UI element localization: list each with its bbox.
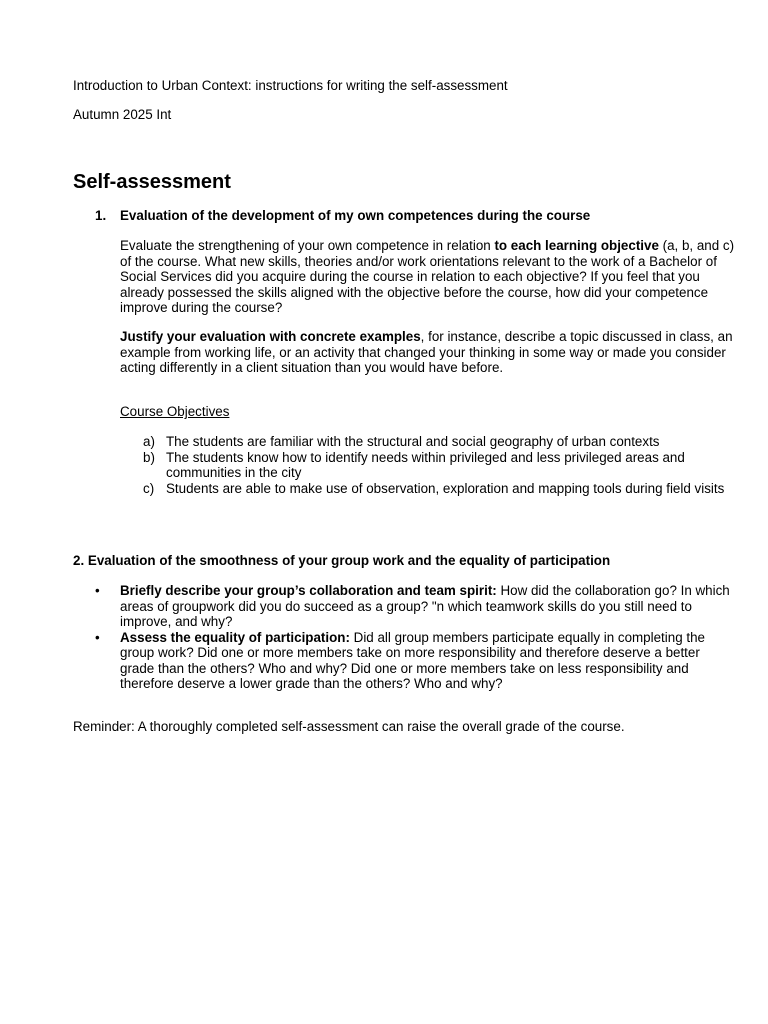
bullet-icon: •	[95, 583, 100, 598]
objective-marker: b)	[143, 449, 155, 465]
reminder-note: Reminder: A thoroughly completed self-assessment can raise the overall grade of the course.	[73, 719, 625, 734]
objective-marker: c)	[143, 480, 155, 496]
p1-text-end: (a, b, and c) of the course. What new skills, theories and/or work orientations relevant to the work of a Bachelor of Social Services did you acquire during the course in relation to each objective? If you feel that you already possessed the skills aligned with the objective before the course, how did your competence improve during the course?	[120, 238, 735, 315]
p2-text: , for instance, describe a topic discussed in class, an example from working life, or an activity that changed your thinking in some way or made you consider acting differently in a client situation than you would have before.	[120, 329, 733, 375]
course-objectives-title: Course Objectives	[120, 404, 230, 419]
objective-item	[143, 450, 735, 481]
self-assessment-heading: Self-assessment	[73, 171, 231, 193]
section-2-heading: 2. Evaluation of the smoothness of your group work and the equality of participation	[73, 553, 611, 568]
section-1-number: 1.	[95, 208, 107, 223]
objective-text: The students are familiar with the structural and social geography of urban contexts	[166, 434, 660, 449]
bullet-icon: •	[95, 629, 100, 645]
document-title: Introduction to Urban Context: instructions for writing the self-assessment	[73, 78, 508, 93]
p2-emphasis: Justify your evaluation with concrete examples	[120, 329, 421, 344]
section-1-paragraph-1	[120, 238, 735, 316]
p1-emphasis: to each learning objective	[494, 238, 659, 253]
course-objectives-list	[143, 434, 735, 496]
bullet-item	[95, 630, 735, 692]
section-2-bullet-list	[95, 583, 735, 692]
bullet-item	[95, 583, 735, 630]
bullet-text: Did all group members participate equally in completing the group work? Did one or more members take on more responsibility and therefore deserve a better grade than the others? Who and why? Did one or more members take on less responsibility and therefore deserve a lower grade than the others? Who and why?	[120, 629, 705, 691]
bullet-text: How did the collaboration go? In which areas of groupwork did you do succeed as a group? "n which teamwork skills do you still need to improve, and why?	[120, 583, 730, 629]
section-1-paragraph-2	[120, 329, 735, 376]
section-1-title: Evaluation of the development of my own competences during the course	[120, 208, 591, 223]
objective-item	[143, 481, 735, 497]
objective-text: Students are able to make use of observation, exploration and mapping tools during field visits	[166, 480, 725, 496]
objective-marker: a)	[143, 434, 155, 449]
objective-item	[143, 434, 735, 450]
objective-text: The students know how to identify needs within privileged and less privileged areas and communities in the city	[166, 449, 685, 480]
p1-text-start: Evaluate the strengthening of your own competence in relation	[120, 238, 495, 253]
term-label: Autumn 2025 Int	[73, 107, 172, 122]
bullet-emphasis: Briefly describe your group’s collaboration and team spirit:	[120, 583, 497, 598]
bullet-emphasis: Assess the equality of participation:	[120, 629, 350, 645]
